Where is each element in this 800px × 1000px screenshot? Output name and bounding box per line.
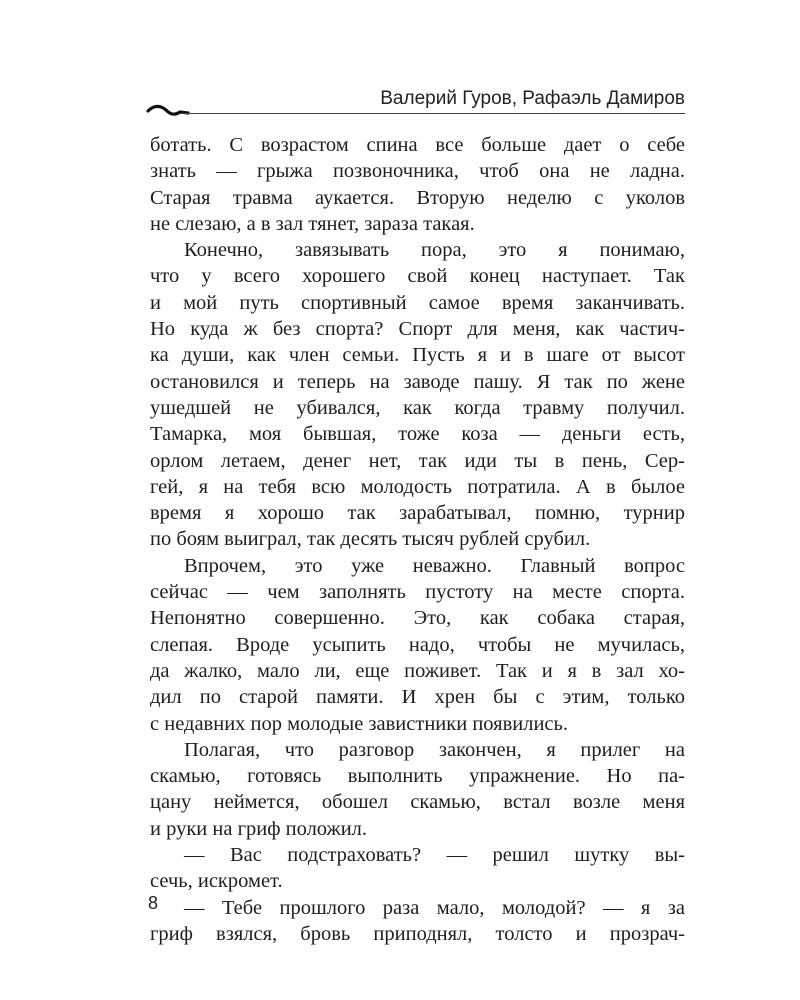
header-rule	[180, 113, 685, 114]
text-line: орлом летаем, денег нет, так иди ты в пень, Сер-	[150, 449, 685, 472]
text-line: и руки на гриф положил.	[150, 817, 368, 840]
text-line: Но куда ж без спорта? Спорт для меня, как частич-	[150, 318, 685, 341]
text-line: Непонятно совершенно. Это, как собака старая,	[150, 607, 685, 630]
text-line: гей, я на тебя всю молодость потратила. А в былое	[150, 475, 685, 498]
text-line: — Вас подстраховать? — решил шутку вы-	[184, 844, 685, 867]
running-header	[150, 84, 685, 124]
text-line: да жалко, мало ли, еще поживет. Так и я в зал хо-	[150, 659, 685, 682]
text-line: с недавних пор молодые завистники появились.	[150, 712, 568, 735]
text-line: цану неймется, обошел скамью, встал возле меня	[150, 791, 685, 814]
page-text	[150, 132, 685, 947]
text-line: — Тебе прошлого раза мало, молодой? — я за	[184, 896, 685, 919]
text-line: ушедшей не убивался, как когда травму получил.	[150, 396, 685, 419]
text-line: дил по старой памяти. И хрен бы с этим, только	[150, 686, 685, 709]
text-line: гриф взялся, бровь приподнял, толсто и прозрач-	[150, 922, 685, 945]
text-line: остановился и теперь на заводе пашу. Я так по жене	[150, 370, 685, 393]
text-line: Тамарка, моя бывшая, тоже коза — деньги есть,	[150, 423, 685, 446]
text-line: ка души, как член семьи. Пусть я и в шаге от высот	[150, 344, 685, 367]
page-number: 8	[148, 893, 159, 913]
text-line: сечь, искромет.	[150, 870, 283, 893]
text-line: Конечно, завязывать пора, это я понимаю,	[184, 239, 685, 262]
text-line: ботать. С возрастом спина все больше дает о себе	[150, 134, 685, 156]
text-line: знать — грыжа позвоночника, чтоб она не ладна.	[150, 160, 685, 183]
text-line: скамью, готовясь выполнить упражнение. Но па-	[150, 765, 685, 788]
text-line: по боям выиграл, так десять тысяч рублей срубил.	[150, 528, 591, 551]
text-line: не слезаю, а в зал тянет, зараза такая.	[150, 212, 475, 235]
text-line: что у всего хорошего свой конец наступает. Так	[150, 265, 685, 288]
text-line: Старая травма аукается. Вторую неделю с уколов	[150, 186, 685, 209]
header-swoosh-ornament	[146, 102, 190, 122]
header-authors: Валерий Гуров, Рафаэль Дамиров	[380, 88, 685, 109]
text-line: слепая. Вроде усыпить надо, чтобы не мучилась,	[150, 633, 685, 656]
text-line: время я хорошо так зарабатывал, помню, турнир	[150, 502, 685, 525]
text-line: Полагая, что разговор закончен, я прилег на	[184, 738, 685, 761]
text-line: Впрочем, это уже неважно. Главный вопрос	[184, 554, 685, 577]
text-line: сейчас — чем заполнять пустоту на месте спорта.	[150, 581, 685, 604]
text-line: и мой путь спортивный самое время заканчивать.	[150, 291, 685, 314]
